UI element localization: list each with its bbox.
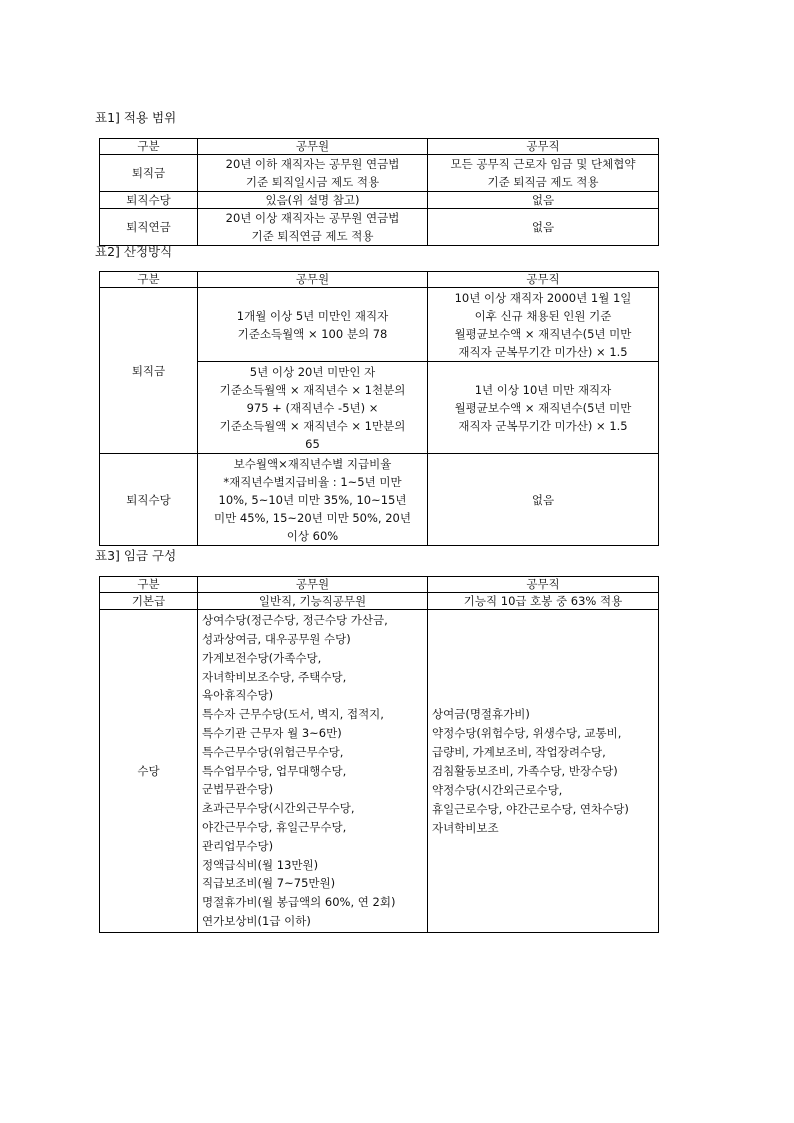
cell-line: 없음	[531, 492, 555, 507]
list-item: 연가보상비(1급 이하)	[202, 913, 311, 928]
table3-allowance-label: 수당	[100, 610, 198, 933]
cell-line: *재직년수별지급비율 : 1~5년 미만	[223, 474, 402, 489]
table1-worker-cell	[428, 192, 659, 209]
list-item: 특수근무수당(위험근무수당,	[202, 744, 344, 759]
cell-line: 미만 45%, 15~20년 미만 50%, 20년	[214, 510, 411, 525]
cell-line: 10년 이상 재직자 2000년 1월 1일	[454, 290, 632, 305]
cell-line: 모든 공무직 근로자 임금 및 단체협약	[450, 157, 636, 171]
cell-line: 없음	[531, 192, 555, 207]
table1-coverage	[99, 138, 659, 246]
table-row	[100, 454, 659, 546]
cell-line: 기준 퇴직일시금 제도 적용	[245, 175, 380, 189]
table1-worker-cell	[428, 155, 659, 192]
table2-header-category: 구분	[100, 272, 198, 288]
table2-civil-cell	[198, 288, 428, 362]
table1-row-label: 퇴직금	[100, 155, 198, 192]
table-row	[100, 288, 659, 362]
table3-base-civil: 일반직, 기능직공무원	[198, 593, 428, 610]
list-item: 성과상여금, 대우공무원 수당)	[202, 632, 351, 647]
table-row	[100, 610, 659, 933]
table3-header-category: 구분	[100, 577, 198, 593]
list-item: 급량비, 가계보조비, 작업장려수당,	[432, 744, 606, 759]
list-item: 육아휴직수당)	[202, 688, 274, 703]
list-item: 검침활동보조비, 가족수당, 반장수당)	[432, 763, 618, 778]
list-item: 초과근무수당(시간외근무수당,	[202, 801, 355, 816]
list-item: 특수자 근무수당(도서, 벽지, 접적지,	[202, 707, 384, 722]
list-item: 특수기관 근무자 월 3~6만)	[202, 726, 342, 740]
list-item: 명절휴가비(월 봉급액의 60%, 연 2회)	[202, 895, 396, 910]
cell-line: 20년 이하 재직자는 공무원 연금법	[225, 157, 400, 171]
list-item: 자녀학비보조	[432, 820, 499, 835]
cell-line: 월평균보수액 × 재직년수(5년 미만	[454, 326, 632, 341]
cell-line: 재직자 군복무기간 미가산) × 1.5	[458, 418, 628, 433]
cell-line: 기준 퇴직연금 제도 적용	[251, 229, 374, 243]
cell-line: 1년 이상 10년 미만 재직자	[474, 382, 612, 397]
list-item: 휴일근로수당, 야간근로수당, 연차수당)	[432, 801, 629, 816]
table1-worker-cell	[428, 209, 659, 246]
cell-line: 이후 신규 채용된 인원 기준	[474, 308, 612, 323]
cell-line: 보수월액×재직년수별 지급비율	[233, 456, 392, 471]
list-item: 상여금(명절휴가비)	[432, 706, 530, 721]
table1-civil-cell	[198, 155, 428, 192]
cell-line: 기준소득월액 × 재직년수 × 1만분의	[219, 418, 406, 433]
table2-header-civil-servant: 공무원	[198, 272, 428, 288]
table2-civil-cell	[198, 454, 428, 546]
table-row	[100, 192, 659, 209]
list-item: 약정수당(위험수당, 위생수당, 교통비,	[432, 725, 622, 740]
cell-line: 65	[305, 436, 320, 451]
cell-line: 재직자 군복무기간 미가산) × 1.5	[458, 344, 628, 359]
list-item: 정액급식비(월 13만원)	[202, 857, 319, 872]
table1-civil-cell	[198, 192, 428, 209]
table3-caption: 표3] 임금 구성	[95, 548, 177, 563]
table3-allowance-worker	[428, 610, 659, 933]
table3-base-worker: 기능직 10급 호봉 중 63% 적용	[428, 593, 659, 610]
cell-line: 10%, 5~10년 미만 35%, 10~15년	[218, 492, 407, 507]
list-item: 관리업무수당)	[202, 838, 274, 853]
cell-line: 이상 60%	[286, 528, 339, 543]
table2-civil-cell	[198, 362, 428, 454]
table1-row-label: 퇴직연금	[100, 209, 198, 246]
table1-caption: 표1] 적용 범위	[95, 110, 177, 125]
table-row	[100, 155, 659, 192]
table1-header-civil-servant: 공무원	[198, 139, 428, 155]
table3-header-public-worker: 공무직	[428, 577, 659, 593]
table2-header-public-worker: 공무직	[428, 272, 659, 288]
cell-line: 20년 이상 재직자는 공무원 연금법	[225, 211, 400, 225]
list-item: 야간근무수당, 휴일근무수당,	[202, 819, 347, 834]
table1-row-label: 퇴직수당	[100, 192, 198, 209]
table2-worker-cell	[428, 288, 659, 362]
list-item: 군법무관수당)	[202, 782, 274, 797]
table2-caption: 표2] 산정방식	[95, 244, 173, 259]
table3-wage-composition	[99, 576, 659, 933]
table3-allowance-civil	[198, 610, 428, 933]
list-item: 특수업무수당, 업무대행수당,	[202, 763, 347, 778]
list-item: 가계보전수당(가족수당,	[202, 650, 322, 665]
cell-line: 월평균보수액 × 재직년수(5년 미만	[454, 400, 632, 415]
cell-line: 없음	[531, 220, 555, 234]
table1-header-public-worker: 공무직	[428, 139, 659, 155]
table-row	[100, 209, 659, 246]
cell-line: 기준소득월액 × 재직년수 × 1천분의	[219, 382, 406, 397]
list-item: 직급보조비(월 7~75만원)	[202, 876, 336, 891]
table3-base-label: 기본급	[100, 593, 198, 610]
table1-civil-cell	[198, 209, 428, 246]
list-item: 상여수당(정근수당, 정근수당 가산금,	[202, 613, 388, 628]
cell-line: 기준 퇴직금 제도 적용	[487, 175, 599, 189]
list-item: 약정수당(시간외근로수당,	[432, 782, 563, 797]
table2-severance-label: 퇴직금	[100, 288, 198, 454]
cell-line: 975 + (재직년수 -5년) ×	[246, 400, 379, 415]
table-row	[100, 593, 659, 610]
list-item: 자녀학비보조수당, 주택수당,	[202, 669, 347, 684]
table1-header-category: 구분	[100, 139, 198, 155]
cell-line: 1개월 이상 5년 미만인 재직자	[236, 308, 389, 323]
table2-calculation	[99, 271, 659, 546]
table2-worker-cell	[428, 362, 659, 454]
cell-line: 있음(위 설명 참고)	[265, 192, 360, 207]
cell-line: 기준소득월액 × 100 분의 78	[237, 326, 388, 341]
table2-allowance-label: 퇴직수당	[100, 454, 198, 546]
table3-header-civil-servant: 공무원	[198, 577, 428, 593]
table2-worker-cell	[428, 454, 659, 546]
cell-line: 5년 이상 20년 미만인 자	[249, 364, 376, 379]
